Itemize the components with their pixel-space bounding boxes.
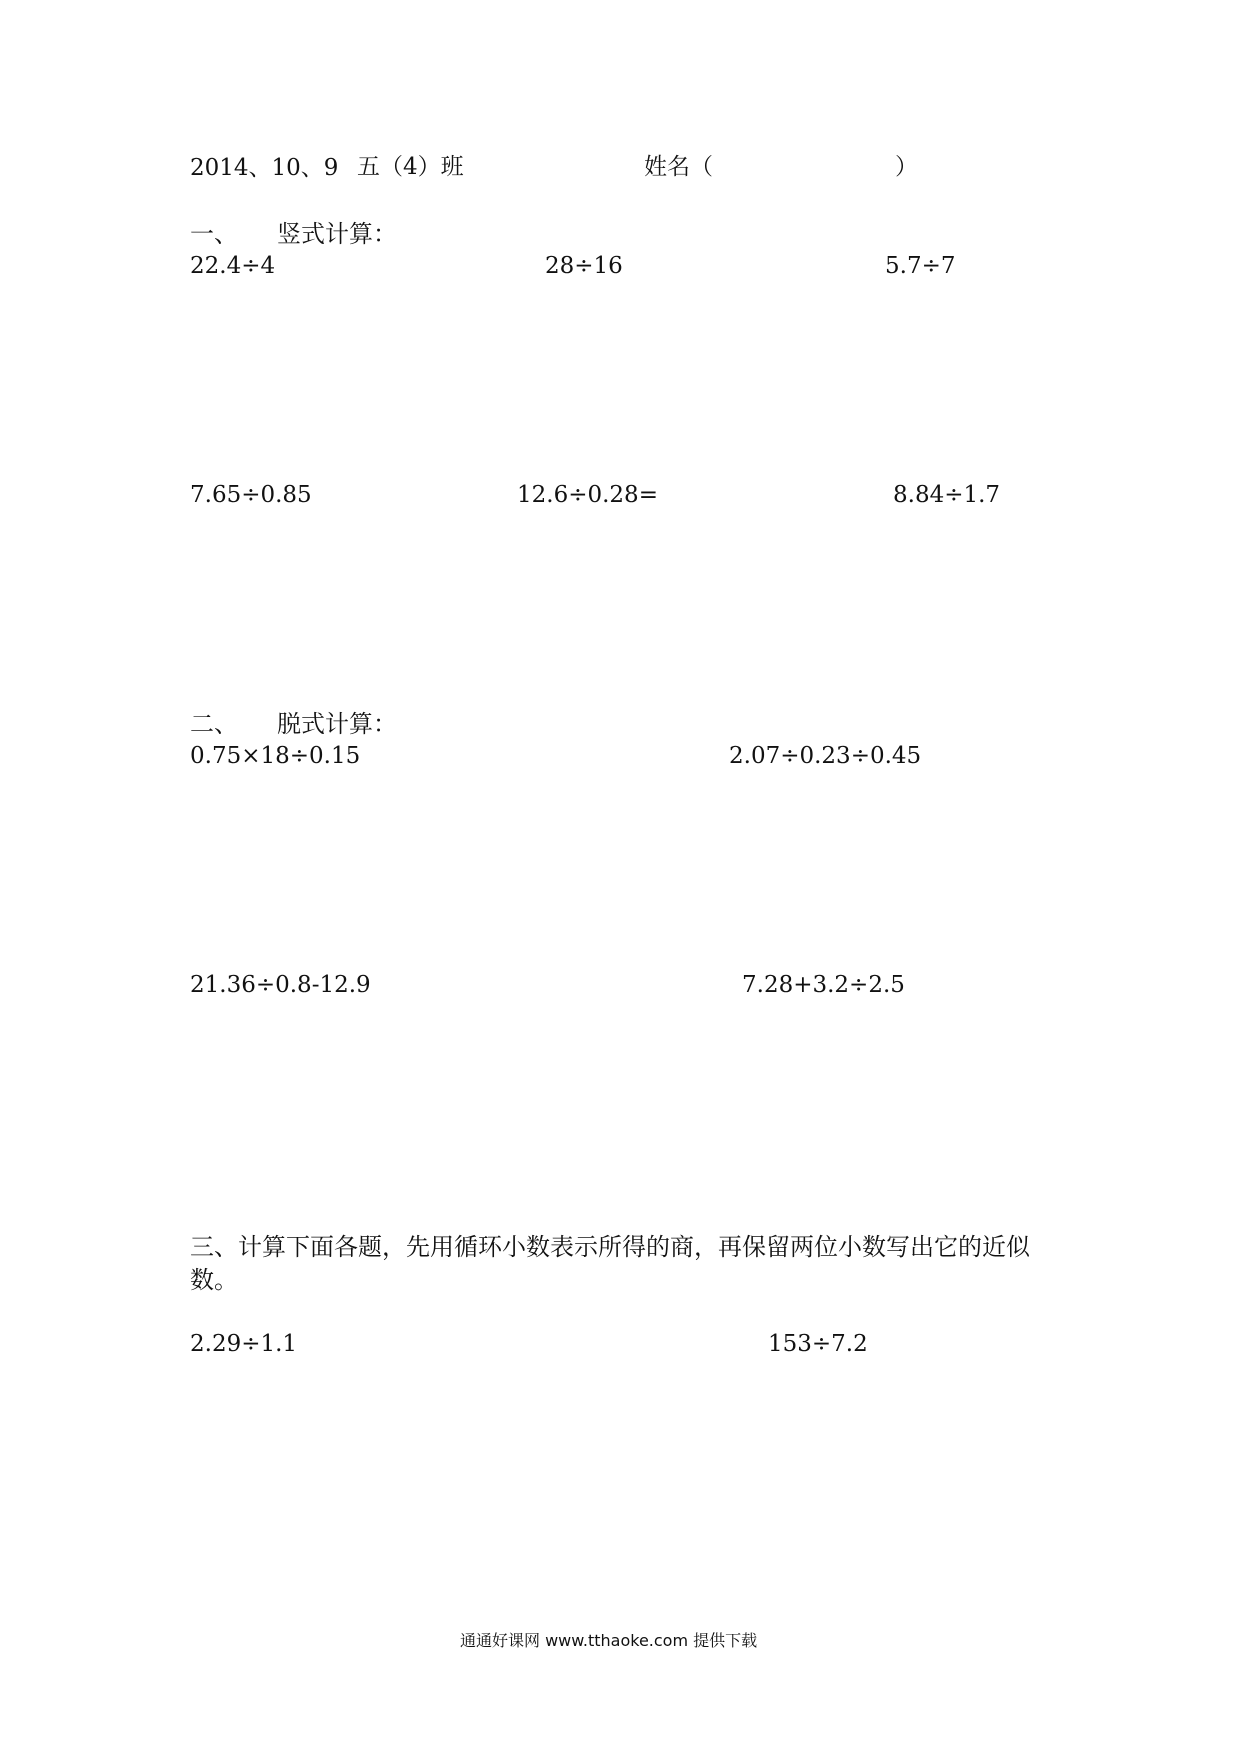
problem-2-1: 0.75×18÷0.15	[190, 743, 361, 769]
section1-title: 竖式计算：	[277, 220, 397, 248]
section3-title: 三、计算下面各题，先用循环小数表示所得的商，再保留两位小数写出它的近似	[190, 1233, 1030, 1261]
class-label: 五（4）班	[357, 154, 464, 180]
date: 2014、10、9	[190, 155, 339, 181]
problem-3-2: 153÷7.2	[768, 1331, 868, 1357]
section1-number: 一、	[190, 220, 238, 248]
problem-1-6: 8.84÷1.7	[893, 482, 1001, 508]
problem-3-1: 2.29÷1.1	[190, 1331, 298, 1357]
problem-1-4: 7.65÷0.85	[190, 482, 312, 508]
problem-1-2: 28÷16	[545, 253, 623, 279]
problem-2-4: 7.28+3.2÷2.5	[742, 972, 905, 998]
name-blank[interactable]	[720, 156, 890, 180]
name-close: ）	[895, 154, 918, 180]
section2-number: 二、	[190, 710, 238, 738]
problem-2-2: 2.07÷0.23÷0.45	[729, 743, 922, 769]
problem-1-5: 12.6÷0.28=	[517, 482, 658, 508]
name-label: 姓名（	[644, 154, 713, 180]
footer-text: 通通好课网 www.tthaoke.com 提供下载	[460, 1631, 758, 1650]
section3-title-cont: 数。	[190, 1266, 238, 1294]
problem-1-3: 5.7÷7	[885, 253, 956, 279]
problem-2-3: 21.36÷0.8-12.9	[190, 972, 371, 998]
problem-1-1: 22.4÷4	[190, 253, 276, 279]
section2-title: 脱式计算：	[277, 710, 397, 738]
